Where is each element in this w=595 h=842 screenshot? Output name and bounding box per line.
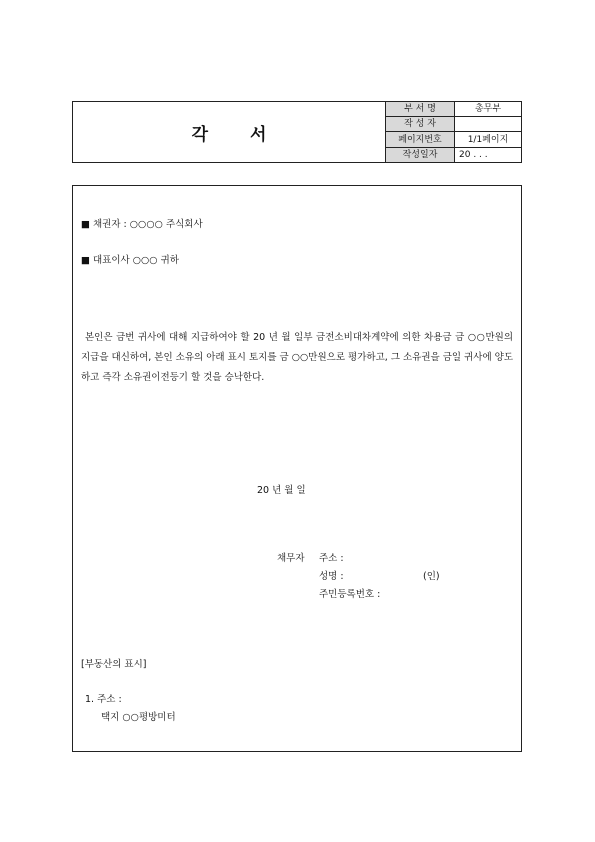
creditor-line: ■ 채권자 : ○○○○ 주식회사 (81, 219, 203, 230)
paragraph-text: 본인은 금번 귀사에 대해 지급하여야 할 20 년 월 일부 금전소비대차계약에 의한 차용금 금 ○○만원의 지급을 대신하여, 본인 소유의 아래 표시 토지를 금 ○○만원으로 평가하고, 그 소유권을 금일 귀사에 양도하고 즉각 소유권이전등기 할 것을 승낙한다. (81, 332, 513, 383)
date-value: 20 . . . (455, 147, 522, 162)
id-number-label: 주민등록번호 : (319, 589, 381, 600)
table-row (386, 102, 522, 117)
page-number-value: 1/1페이지 (455, 132, 522, 147)
address-label: 주소 : (319, 553, 344, 564)
date-line: 20 년 월 일 (257, 485, 306, 496)
property-item-detail: 택지 ○○평방미터 (101, 712, 176, 723)
date-label: 작성일자 (386, 147, 455, 162)
author-value (455, 117, 522, 132)
property-item-address: 1. 주소 : (85, 694, 122, 705)
document-title: 각 서 (191, 124, 285, 145)
approval-table (385, 102, 521, 162)
document-header (72, 101, 522, 163)
table-row (386, 117, 522, 132)
table-row (386, 147, 522, 162)
page-number-label: 페이지번호 (386, 132, 455, 147)
department-label: 부 서 명 (386, 102, 455, 117)
document-body (72, 185, 522, 752)
table-row (386, 132, 522, 147)
seal-mark: (인) (423, 571, 440, 582)
author-label: 작 성 자 (386, 117, 455, 132)
department-value: 총무부 (455, 102, 522, 117)
name-label: 성명 : (319, 571, 344, 582)
debtor-label: 채무자 (277, 553, 305, 564)
property-heading: [부동산의 표시] (81, 659, 147, 670)
ceo-line: ■ 대표이사 ○○○ 귀하 (81, 255, 179, 266)
consent-paragraph (81, 328, 513, 388)
